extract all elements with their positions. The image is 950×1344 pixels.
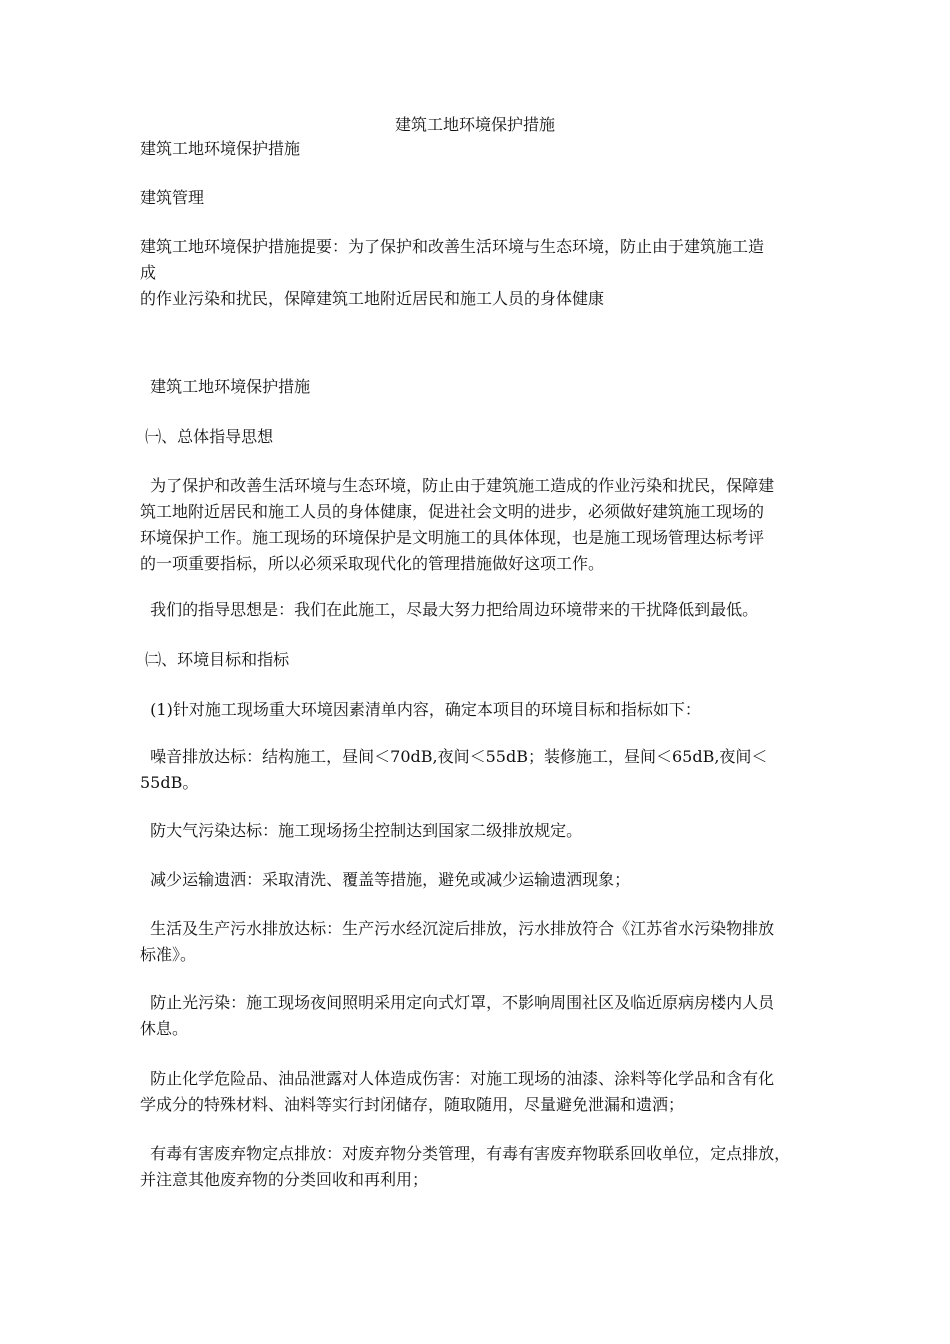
list-item-light: 防止光污染：施工现场夜间照明采用定向式灯罩，不影响周围社区及临近原病房楼内人员 休息。	[140, 993, 775, 1038]
document-title: 建筑工地环境保护措施	[394, 115, 555, 134]
list-item-air: 防大气污染达标：施工现场扬尘控制达到国家二级排放规定。	[140, 821, 583, 840]
list-item-noise: 噪音排放达标：结构施工，昼间＜70dB,夜间＜55dB；装修施工，昼间＜65dB,夜间＜ 55dB。	[140, 747, 768, 792]
document-subtitle: 建筑工地环境保护措施	[140, 139, 301, 158]
list-item-water: 生活及生产污水排放达标：生产污水经沉淀后排放，污水排放符合《江苏省水污染物排放 标准》。	[140, 919, 775, 964]
list-item-waste: 有毒有害废弃物定点排放：对废弃物分类管理，有毒有害废弃物联系回收单位，定点排放， 并注意其他废弃物的分类回收和再利用；	[140, 1144, 791, 1189]
section-title: 建筑工地环境保护措施	[140, 377, 311, 396]
list-item-transport: 减少运输遗洒：采取清洗、覆盖等措施，避免或减少运输遗洒现象；	[140, 870, 631, 889]
document-category: 建筑管理	[140, 188, 205, 207]
list-item-intro: (1)针对施工现场重大环境因素清单内容，确定本项目的环境目标和指标如下：	[140, 700, 701, 719]
list-item-chemical: 防止化学危险品、油品泄露对人体造成伤害：对施工现场的油漆、涂料等化学品和含有化 学成分的特殊材料、油料等实行封闭储存，随取随用，尽量避免泄漏和遗洒；	[140, 1069, 775, 1114]
heading-general-guidance: ㈠、总体指导思想	[140, 427, 274, 446]
heading-environment-targets: ㈡、环境目标和指标	[140, 650, 290, 669]
paragraph-purpose: 为了保护和改善生活环境与生态环境，防止由于建筑施工造成的作业污染和扰民，保障建 筑工地附近居民和施工人员的身体健康，促进社会文明的进步，必须做好建筑施工现场的 环境保护工作。施工现场的环境保护是文明施工的具体体现，也是施工现场管理达标考评 的一项重要指标，所以必须采取现代化的管理措施做好这项工作。	[140, 476, 775, 573]
summary-paragraph: 建筑工地环境保护措施提要：为了保护和改善生活环境与生态环境，防止由于建筑施工造 成 的作业污染和扰民，保障建筑工地附近居民和施工人员的身体健康	[140, 237, 765, 308]
paragraph-guiding-thought: 我们的指导思想是：我们在此施工，尽最大努力把给周边环境带来的干扰降低到最低。	[140, 600, 759, 619]
